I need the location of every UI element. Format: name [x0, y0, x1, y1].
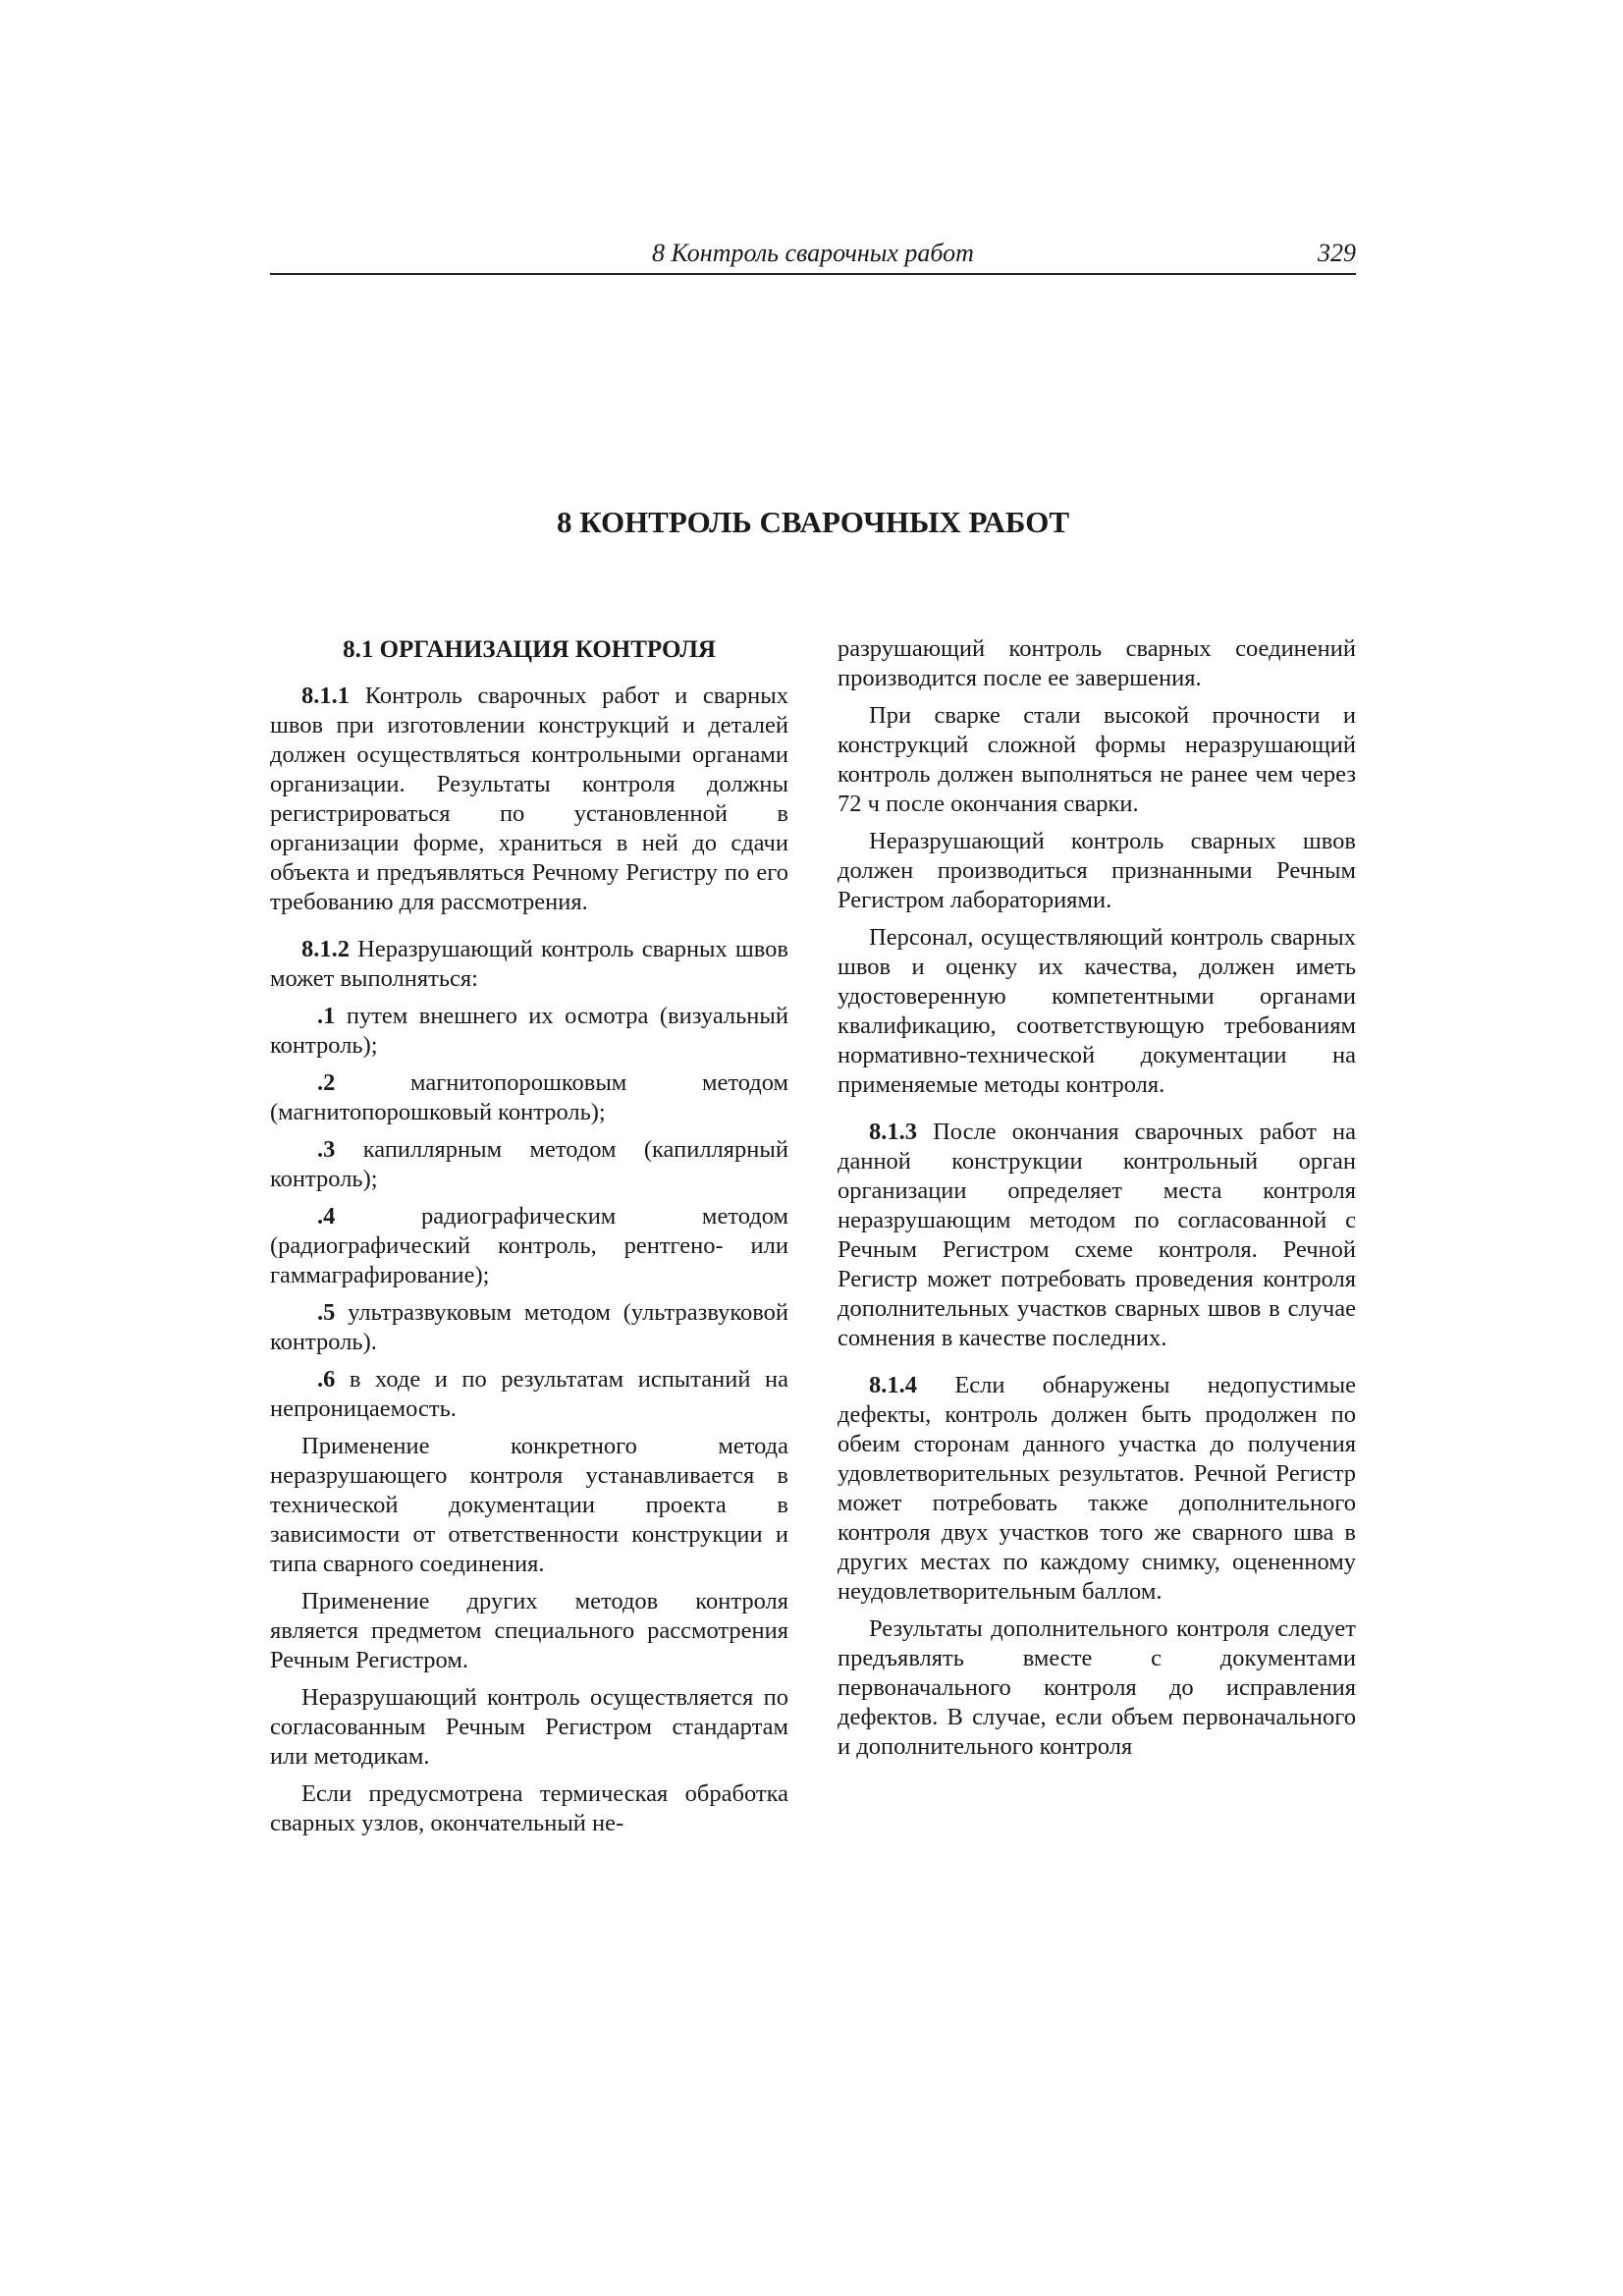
- running-title: 8 Контроль сварочных работ: [652, 239, 974, 267]
- list-item-text: капиллярным методом (капиллярный контроль);: [270, 1136, 788, 1192]
- list-item-text: ультразвуковым методом (ультразвуковой контроль).: [270, 1299, 788, 1355]
- clause-text: Контроль сварочных работ и сварных швов при изготовлении конструкций и деталей должен осуществляться контрольными органами организации. Результаты контроля должны регистрироваться по установленной в организации форме, храниться в ней до сдачи объекта и предъявляться Речному Регистру по его требованию для рассмотрения.: [270, 683, 788, 915]
- paragraph-8-1-4: [838, 1371, 1356, 1607]
- left-column: [270, 634, 788, 1846]
- paragraph-8-1-2: [270, 935, 788, 994]
- clause-number: 8.1.3: [869, 1119, 917, 1145]
- paragraph-8-1-3: [838, 1118, 1356, 1353]
- list-item: [270, 1068, 788, 1127]
- list-item: [270, 1298, 788, 1357]
- list-item-number: .3: [317, 1136, 336, 1163]
- list-item: [270, 1365, 788, 1424]
- list-item-text: путем внешнего их осмотра (визуальный контроль);: [270, 1003, 788, 1059]
- chapter-title: 8 КОНТРОЛЬ СВАРОЧНЫХ РАБОТ: [557, 505, 1069, 539]
- clause-text: После окончания сварочных работ на данной конструкции контрольный орган организации определяет места контроля неразрушающим методом по согласованной с Речным Регистром схеме контроля. Речной Регистр может потребовать проведения контроля дополнительных участков сварных швов в случае сомнения в качестве последних.: [838, 1119, 1356, 1351]
- paragraph-high-strength: При сварке стали высокой прочности и конструкций сложной формы неразрушающий контроль должен выполняться не ранее чем через 72 ч после окончания сварки.: [838, 702, 1356, 817]
- clause-number: 8.1.4: [869, 1372, 917, 1398]
- clause-text: Неразрушающий контроль сварных швов может выполняться:: [270, 936, 788, 992]
- section-heading: 8.1 ОРГАНИЗАЦИЯ КОНТРОЛЯ: [343, 636, 716, 663]
- list-item-number: .5: [317, 1299, 336, 1326]
- paragraph-personnel: Персонал, осуществляющий контроль сварных швов и оценку их качества, должен иметь удостоверенную компетентными органами квалификацию, соответствующую требованиям нормативно-технической документации на применяемые методы контроля.: [838, 924, 1356, 1098]
- list-item-text: магнитопорошковым методом (магнитопорошковый контроль);: [270, 1069, 788, 1125]
- paragraph-heat-treatment: Если предусмотрена термическая обработка сварных узлов, окончательный не-: [270, 1780, 788, 1836]
- clause-number: 8.1.1: [301, 683, 350, 709]
- page-number: 329: [1318, 239, 1356, 267]
- paragraph-8-1-1: [270, 682, 788, 917]
- paragraph-standards: Неразрушающий контроль осуществляется по согласованным Речным Регистром стандартам или методикам.: [270, 1684, 788, 1770]
- paragraph-other-methods: Применение других методов контроля является предметом специального рассмотрения Речным Регистром.: [270, 1588, 788, 1673]
- paragraph-results: Результаты дополнительного контроля следует предъявлять вместе с документами первоначального контроля до исправления дефектов. В случае, если объем первоначального и дополнительного контроля: [838, 1615, 1356, 1760]
- clause-text: Если обнаружены недопустимые дефекты, контроль должен быть продолжен по обеим сторонам данного участка до получения удовлетворительных результатов. Речной Регистр может потребовать также дополнительного контроля двух участков того же сварного шва в других местах по каждому снимку, оцененному неудовлетворительным баллом.: [838, 1372, 1356, 1605]
- list-item-number: .4: [317, 1203, 336, 1230]
- list-item-number: .2: [317, 1069, 336, 1096]
- list-item: [270, 1135, 788, 1194]
- right-column: [838, 634, 1356, 1770]
- clause-number: 8.1.2: [301, 936, 350, 962]
- list-item-text: в ходе и по результатам испытаний на непроницаемость.: [270, 1366, 789, 1422]
- list-item: [270, 1002, 788, 1061]
- paragraph-laboratories: Неразрушающий контроль сварных швов должен производиться признанными Речным Регистром лабораториями.: [838, 828, 1356, 913]
- paragraph-specific-method: Применение конкретного метода неразрушающего контроля устанавливается в технической документации проекта в зависимости от ответственности конструкции и типа сварного соединения.: [270, 1433, 788, 1577]
- paragraph-continuation: разрушающий контроль сварных соединений производится после ее завершения.: [838, 635, 1356, 691]
- list-item-number: .6: [317, 1366, 336, 1393]
- list-item-number: .1: [317, 1003, 336, 1029]
- running-header: [270, 236, 1356, 275]
- list-item: [270, 1202, 788, 1290]
- list-item-text: радиографическим методом (радиографический контроль, рентгено- или гаммаграфирование);: [270, 1203, 788, 1288]
